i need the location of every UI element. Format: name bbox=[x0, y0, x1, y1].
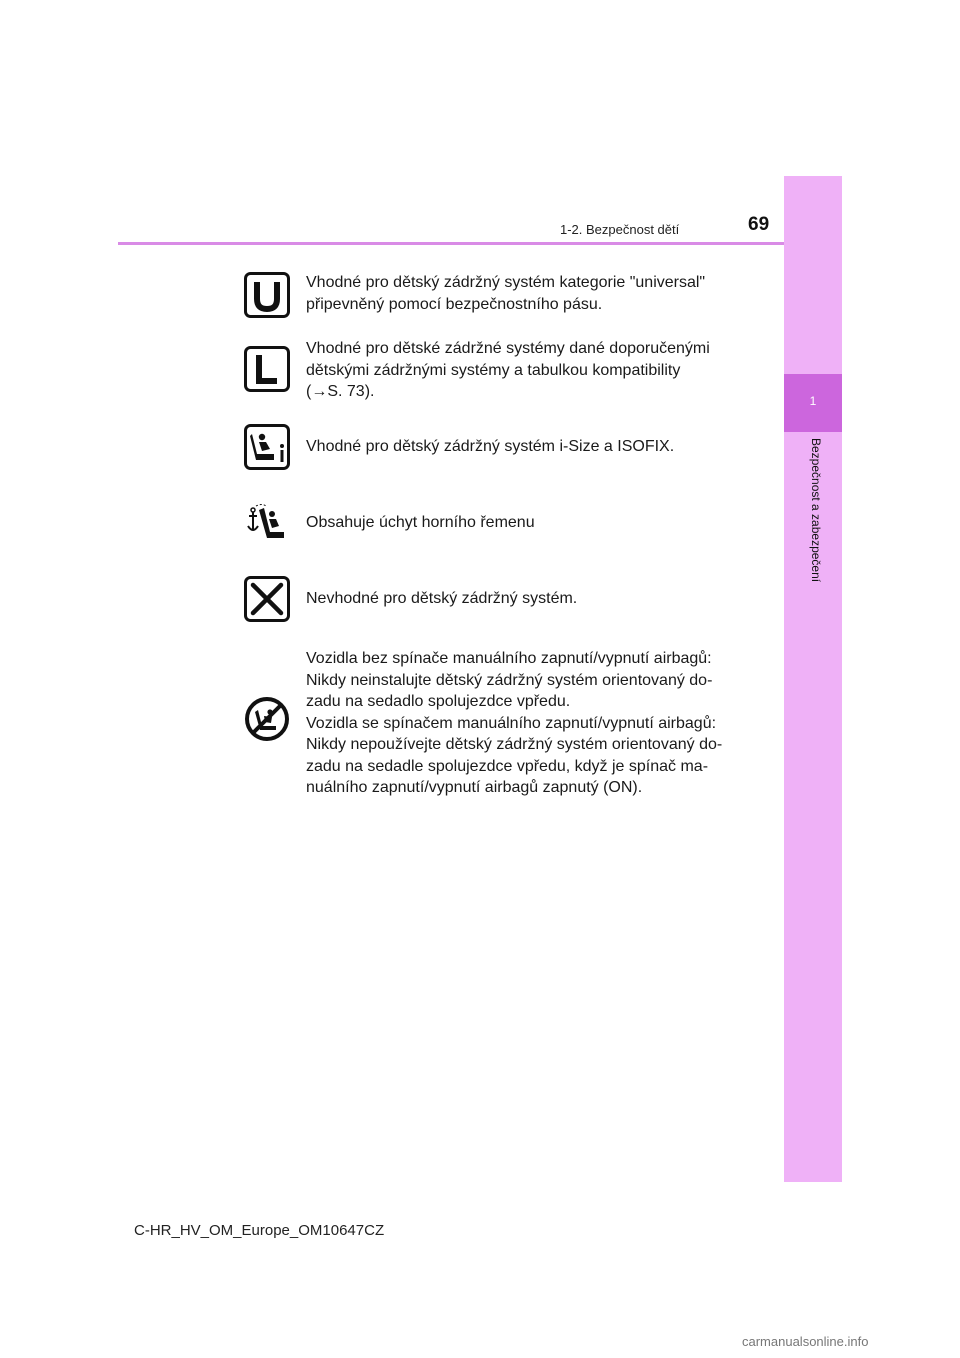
legend-text: Vhodné pro dětský zádržný systém i-Size a ISOFIX. bbox=[306, 438, 675, 455]
page-number: 69 bbox=[748, 214, 770, 235]
watermark: carmanualsonline.info bbox=[742, 1334, 869, 1349]
legend-text: Vozidla bez spínače manuálního zapnutí/vypnutí airbagů: Nikdy neinstalujte dětský zádržný systém orientovaný do- zadu na sedadlo spolujezdce vpředu. Vozidla se spínačem manuálního zapnutí/vypnutí airbagů: Nikdy nepoužívejte dětský zádržný systém orientovaný do- zadu na sedadle spolujezdce vpředu, když je spínač ma- nuálního zapnutí/vypnutí airbagů zapnutý (ON). bbox=[306, 650, 723, 796]
not-suitable-x-icon bbox=[244, 576, 290, 622]
header-rule bbox=[118, 242, 842, 245]
legend-text: Vhodné pro dětské zádržné systémy dané doporučenými dětskými zádržnými systémy a tabulkou kompatibility (→S. 73). bbox=[306, 340, 710, 400]
chapter-side-tab bbox=[784, 176, 842, 1182]
isize-isofix-icon bbox=[244, 424, 290, 470]
no-rear-facing-seat-icon bbox=[244, 696, 290, 742]
chapter-number: 1 bbox=[809, 394, 817, 408]
legend-text: Obsahuje úchyt horního řemenu bbox=[306, 514, 535, 531]
top-tether-anchor-icon bbox=[244, 502, 290, 548]
legend-text: Nevhodné pro dětský zádržný systém. bbox=[306, 590, 578, 607]
legend-text: Vhodné pro dětský zádržný systém kategorie "universal" připevněný pomocí bezpečnostního pásu. bbox=[306, 274, 706, 313]
chapter-title: Bezpečnost a zabezpečení bbox=[809, 438, 823, 583]
section-title: 1-2. Bezpečnost dětí bbox=[560, 222, 680, 237]
document-code: C-HR_HV_OM_Europe_OM10647CZ bbox=[134, 1222, 385, 1239]
limited-l-icon bbox=[244, 346, 290, 392]
universal-u-icon bbox=[244, 272, 290, 318]
